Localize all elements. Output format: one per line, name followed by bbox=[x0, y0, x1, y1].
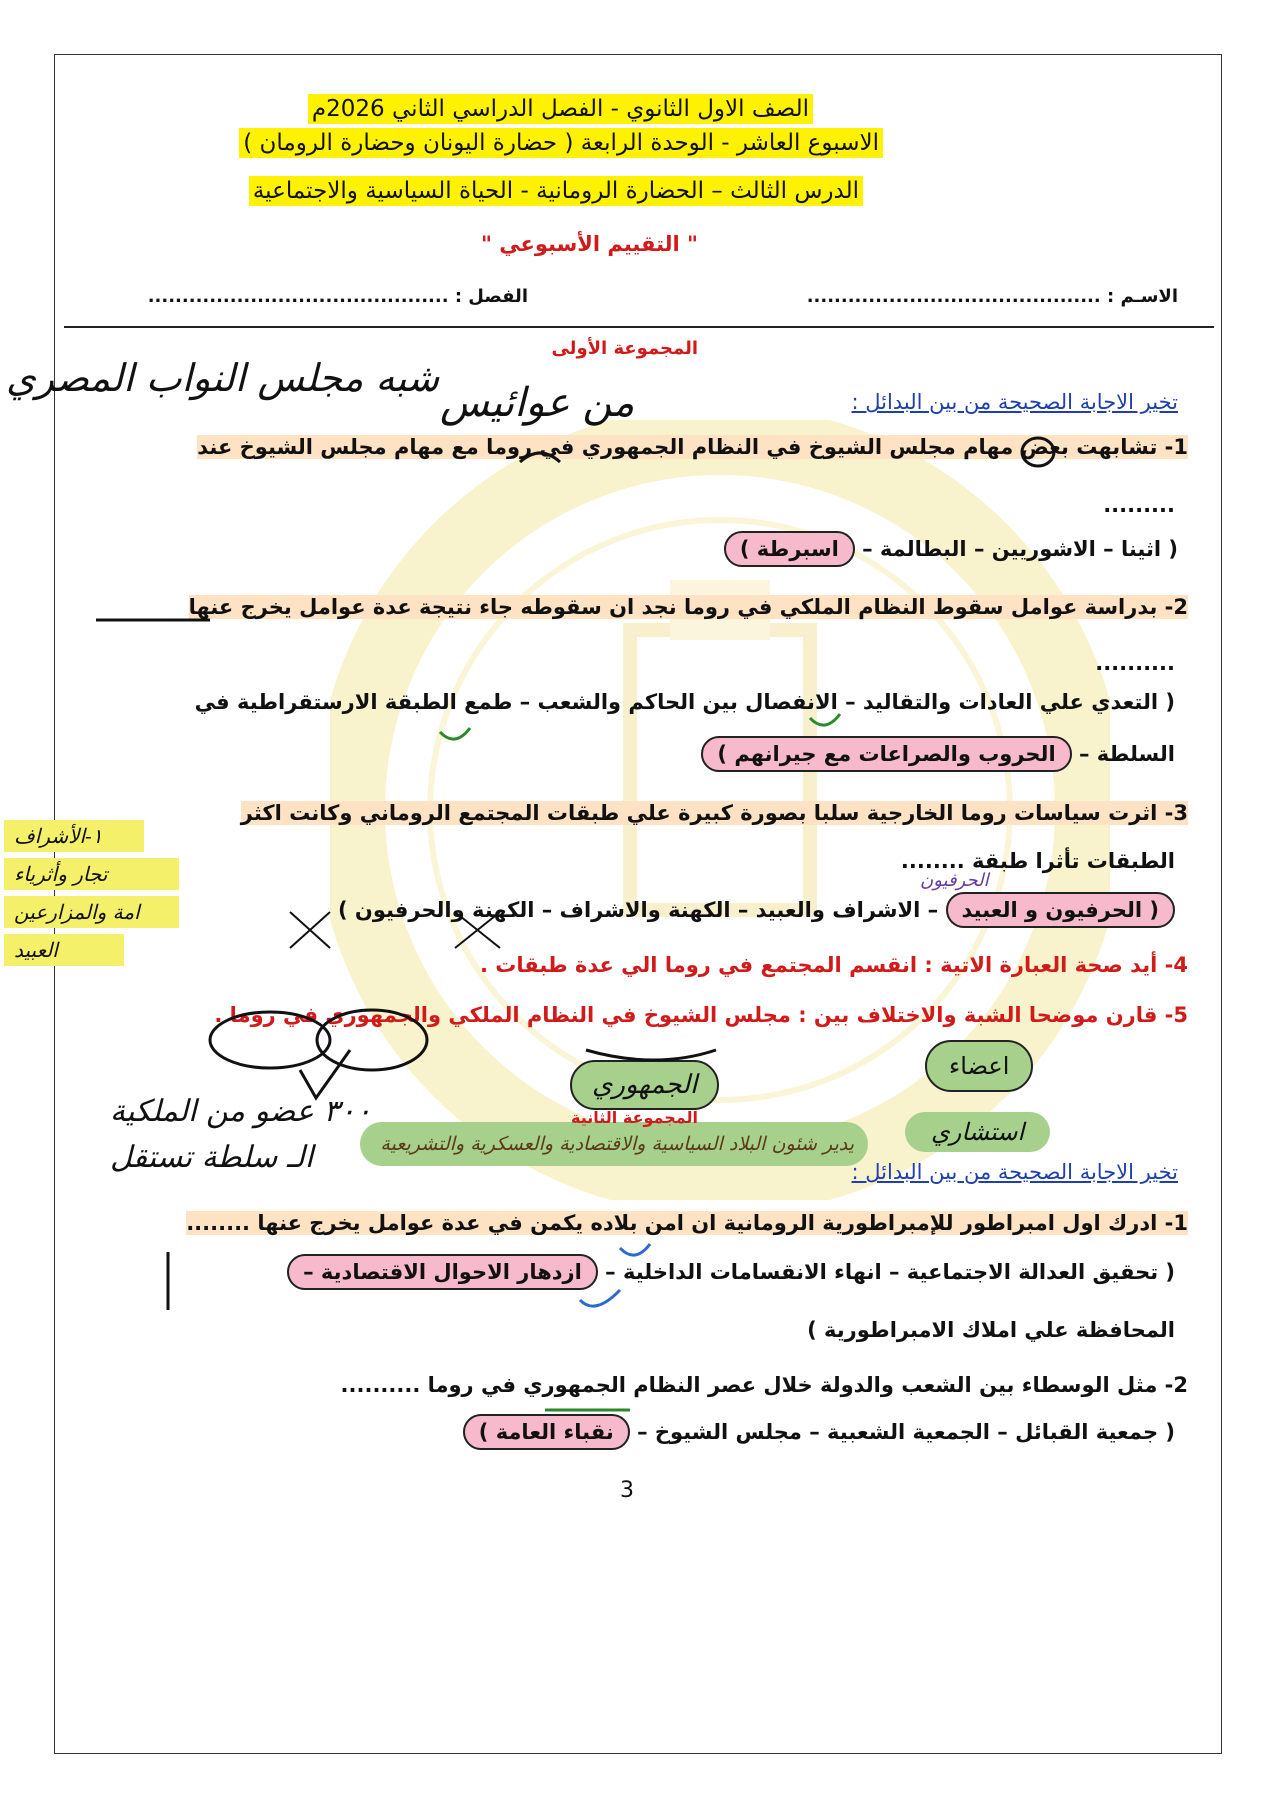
g2-q1: 1- ادرك اول امبراطور للإمبراطورية الرومانية ان امن بلاده يكمن في عدة عوامل يخرج عنها ........ bbox=[186, 1211, 1188, 1235]
g2-q1-options-b: المحافظة علي املاك الامبراطورية ) bbox=[807, 1318, 1175, 1342]
g1-q1-dots: ......... bbox=[1103, 493, 1175, 517]
header-line-2: الاسبوع العاشر - الوحدة الرابعة ( حضارة اليونان وحضارة الرومان ) bbox=[239, 128, 883, 158]
class-field: الفصل : ............................................ bbox=[147, 286, 528, 307]
g1-q1-answer: اسبرطة ) bbox=[724, 531, 855, 567]
side-box-line-4: العبيد bbox=[4, 934, 124, 966]
group2-title: المجموعة الثانية bbox=[571, 1108, 698, 1127]
g1-q2-options-a: ( التعدي علي العادات والتقاليد – الانفصال بين الحاكم والشعب – طمع الطبقة الارستقراطية في bbox=[194, 690, 1175, 714]
group2-instruction: تخير الاجابة الصحيحة من بين البدائل : bbox=[851, 1160, 1178, 1184]
g1-q2-dots: .......... bbox=[1095, 651, 1175, 675]
g1-q4: 4- أيد صحة العبارة الاتية : انقسم المجتمع في روما الي عدة طبقات . bbox=[479, 953, 1188, 977]
g1-q3-b: الطبقات تأثرا طبقة ........ bbox=[900, 849, 1175, 873]
g1-q2: 2- بدراسة عوامل سقوط النظام الملكي في روما نجد ان سقوطه جاء نتيجة عدة عوامل يخرج عنها bbox=[188, 595, 1188, 619]
g1-q3: 3- اثرت سياسات روما الخارجية سلبا بصورة كبيرة علي طبقات المجتمع الروماني وكانت اكثر bbox=[240, 801, 1188, 825]
g2-q2-answer: نقباء العامة ) bbox=[463, 1414, 630, 1450]
group1-instruction: تخير الاجابة الصحيحة من بين البدائل : bbox=[851, 390, 1178, 414]
header-line-3: الدرس الثالث – الحضارة الرومانية - الحياة السياسية والاجتماعية bbox=[249, 176, 863, 206]
handwritten-black-note-2: الـ سلطة تستقل bbox=[110, 1140, 314, 1175]
g2-q2-options: ( جمعية القبائل – الجمعية الشعبية – مجلس الشيوخ – bbox=[637, 1420, 1175, 1444]
page-number: 3 bbox=[620, 1478, 634, 1503]
name-field: الاسـم : ........................................... bbox=[806, 286, 1178, 307]
handwritten-green-pill-2: يدير شئون البلاد السياسية والاقتصادية والعسكرية والتشريعية bbox=[360, 1122, 868, 1166]
g1-q3-answer: ( الحرفيون و العبيد bbox=[946, 892, 1176, 928]
handwritten-pill-members: اعضاء bbox=[925, 1040, 1033, 1092]
g1-q2-answer: الحروب والصراعات مع جيرانهم ) bbox=[701, 736, 1071, 772]
g2-q1-options-a: ( تحقيق العدالة الاجتماعية – انهاء الانقسامات الداخلية – bbox=[605, 1260, 1175, 1284]
handwritten-note-top: شبه مجلس النواب المصري bbox=[6, 356, 440, 400]
g1-q1: 1- تشابهت بعض مهام مجلس الشيوخ في النظام الجمهوري في روما مع مهام مجلس الشيوخ عند bbox=[197, 435, 1188, 459]
assessment-title: " التقييم الأسبوعي " bbox=[480, 232, 698, 256]
g1-q5: 5- قارن موضحا الشبة والاختلاف بين : مجلس الشيوخ في النظام الملكي والجمهوري في روما . bbox=[214, 1003, 1188, 1027]
side-box-line-3: امة والمزارعين bbox=[4, 896, 179, 928]
handwritten-green-label: الجمهوري bbox=[570, 1060, 719, 1110]
handwritten-note-top-2: من عوائيس bbox=[440, 380, 635, 426]
side-box-line-1: ١-الأشراف bbox=[4, 820, 144, 852]
handwritten-black-note: ٣٠٠ عضو من الملكية bbox=[110, 1094, 372, 1129]
g2-q1-answer: ازدهار الاحوال الاقتصادية – bbox=[287, 1254, 598, 1290]
handwritten-near-q3: الحرفيون bbox=[920, 870, 989, 891]
header-line-1: الصف الاول الثانوي - الفصل الدراسي الثاني 2026م bbox=[308, 94, 813, 124]
g1-q2-options-b: السلطة – bbox=[1078, 742, 1175, 766]
handwritten-green-pill-1: استشاري bbox=[905, 1112, 1050, 1152]
g1-q3-options: – الاشراف والعبيد – الكهنة والاشراف – الكهنة والحرفيون ) bbox=[338, 898, 939, 922]
g2-q2: 2- مثل الوسطاء بين الشعب والدولة خلال عصر النظام الجمهوري في روما .......... bbox=[340, 1373, 1188, 1397]
g1-q1-options: ( اثينا – الاشوريين – البطالمة – bbox=[862, 537, 1178, 561]
side-box-line-2: تجار وأثرياء bbox=[4, 858, 179, 890]
group1-title: المجموعة الأولى bbox=[551, 338, 698, 359]
